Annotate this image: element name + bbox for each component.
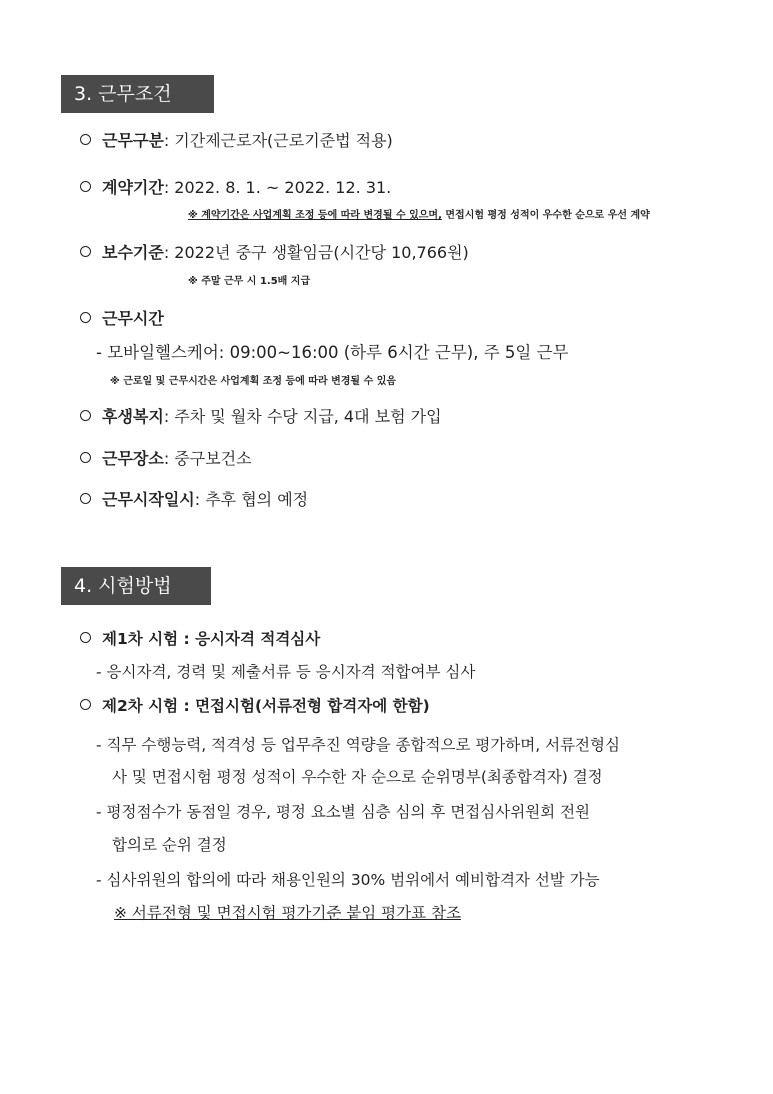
section-4-title: 4. 시험방법 [74, 575, 172, 597]
circle-bullet-icon [80, 246, 91, 257]
start-date-label: 근무시작일시 [102, 490, 195, 509]
exam-round-1-detail: - 응시자격, 경력 및 제출서류 등 응시자격 적합여부 심사 [96, 663, 476, 681]
circle-bullet-icon [80, 452, 91, 463]
pay-standard-value: : 2022년 중구 생활임금(시간당 10,766원) [163, 243, 469, 262]
work-hours-label: 근무시간 [102, 309, 164, 328]
exam-round-2-detail-2a: - 평정점수가 동점일 경우, 평정 요소별 심층 심의 후 면접심사위원회 전원 [96, 803, 591, 821]
contract-period-value: : 2022. 8. 1. ~ 2022. 12. 31. [163, 178, 392, 197]
welfare-value: : 주차 및 월차 수당 지급, 4대 보험 가입 [163, 407, 442, 426]
work-hours-item [80, 306, 164, 329]
circle-bullet-icon [80, 410, 91, 421]
circle-bullet-icon [80, 632, 91, 643]
welfare-label: 후생복지 [102, 407, 164, 426]
evaluation-reference-note: ※ 서류전형 및 면접시험 평가기준 붙임 평가표 참조 [114, 904, 461, 922]
circle-bullet-icon [80, 699, 91, 710]
circle-bullet-icon [80, 181, 91, 192]
contract-period-note-b: 면접시험 평정 성적이 우수한 순으로 우선 계약 [441, 210, 650, 221]
exam-round-2-detail-2b: 합의로 순위 결정 [112, 836, 227, 854]
work-place-value: : 중구보건소 [163, 449, 252, 468]
exam-round-2 [80, 694, 430, 716]
work-type-item [80, 128, 393, 151]
exam-round-2-title: 제2차 시험 : 면접시험(서류전형 합격자에 한함) [102, 697, 430, 715]
pay-standard-note: ※ 주말 근무 시 1.5배 지급 [188, 276, 311, 287]
contract-period-item [80, 175, 391, 198]
contract-period-note-a: ※ 계약기간은 사업계획 조정 등에 따라 변경될 수 있으며, [188, 210, 442, 221]
work-hours-detail: - 모바일헬스케어: 09:00~16:00 (하루 6시간 근무), 주 5일 근무 [96, 343, 569, 362]
work-place-label: 근무장소 [102, 449, 164, 468]
section-4-header [61, 567, 211, 605]
pay-standard-label: 보수기준 [102, 243, 164, 262]
work-type-value: : 기간제근로자(근로기준법 적용) [163, 131, 393, 150]
start-date-value: : 추후 협의 예정 [194, 490, 309, 509]
circle-bullet-icon [80, 493, 91, 504]
circle-bullet-icon [80, 312, 91, 323]
work-hours-note: ※ 근로일 및 근무시간은 사업계획 조정 등에 따라 변경될 수 있음 [110, 376, 397, 387]
exam-round-1 [80, 627, 320, 649]
work-place-item [80, 446, 252, 469]
start-date-item [80, 487, 308, 510]
exam-round-1-title: 제1차 시험 : 응시자격 적격심사 [102, 630, 321, 648]
work-type-label: 근무구분 [102, 131, 164, 150]
exam-round-2-detail-1b: 사 및 면접시험 평정 성적이 우수한 자 순으로 순위명부(최종합격자) 결정 [112, 768, 603, 786]
section-3-header [61, 75, 214, 113]
contract-period-note [188, 206, 650, 221]
pay-standard-item [80, 240, 469, 263]
contract-period-label: 계약기간 [102, 178, 164, 197]
circle-bullet-icon [80, 134, 91, 145]
exam-round-2-detail-1a: - 직무 수행능력, 적격성 등 업무추진 역량을 종합적으로 평가하며, 서류전형심 [96, 736, 620, 754]
section-3-title: 3. 근무조건 [74, 83, 172, 105]
welfare-item [80, 404, 442, 427]
exam-round-2-detail-3: - 심사위원의 합의에 따라 채용인원의 30% 범위에서 예비합격자 선발 가능 [96, 871, 600, 889]
